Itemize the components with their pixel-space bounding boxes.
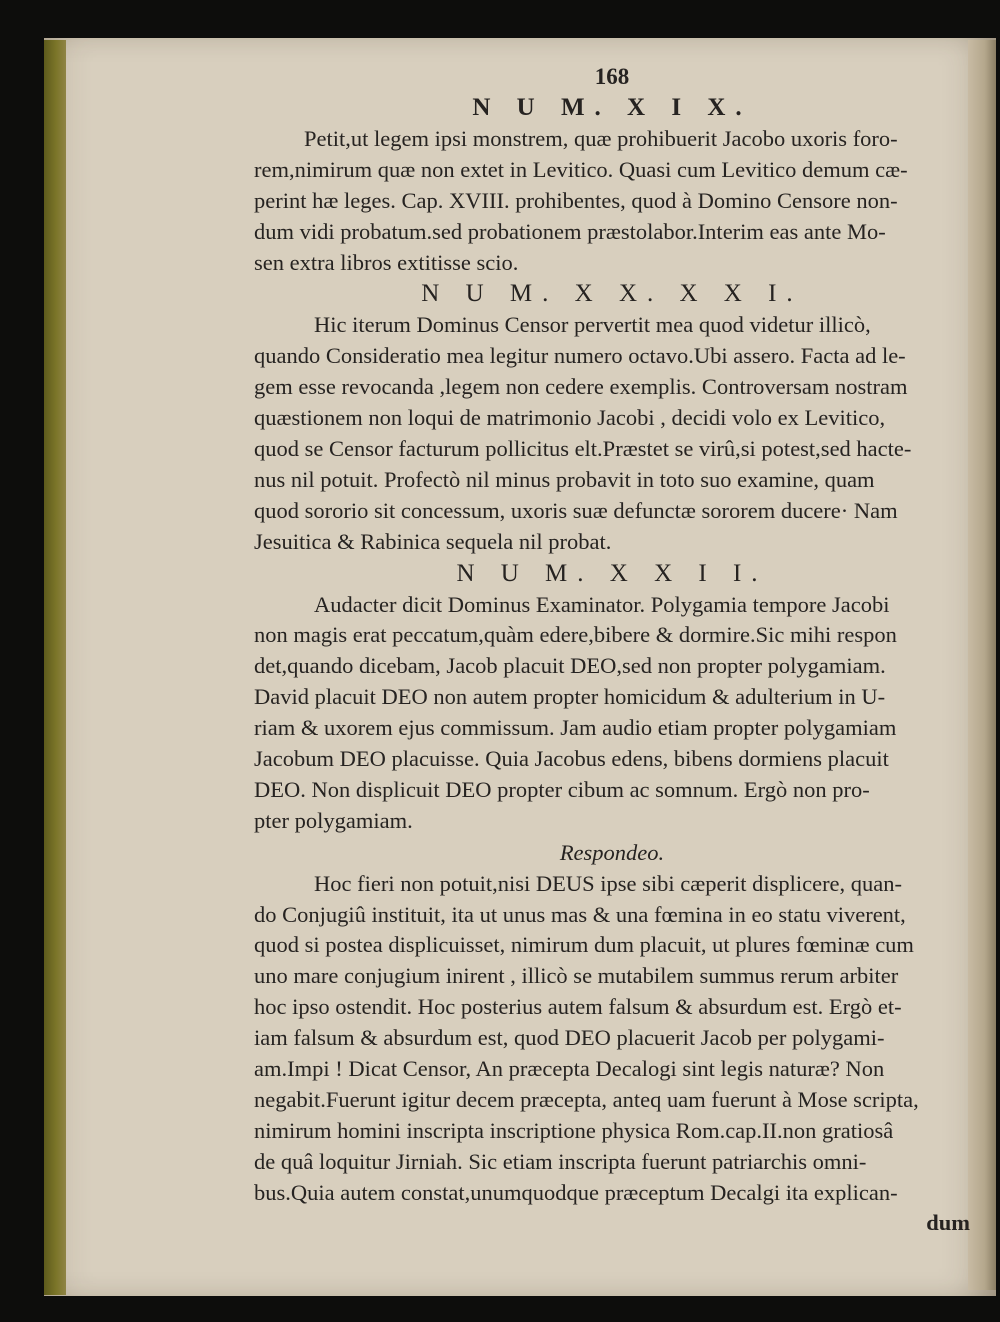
text-line: quod sororio sit concessum, uxoris suæ defunctæ sororem ducere· Nam [254, 497, 898, 523]
text-line: negabit.Fuerunt igitur decem præcepta, anteq uam fuerunt à Mose scripta, [254, 1086, 919, 1112]
text-line: sen extra libros extitisse scio. [254, 249, 519, 275]
text-line: am.Impi ! Dicat Censor, An præcepta Decalogi sint legis naturæ? Non [254, 1056, 885, 1082]
text-line: rem,nimirum quæ non extet in Levitico. Quasi cum Levitico demum cæ- [254, 156, 908, 182]
page-spine-edge [44, 40, 66, 1295]
text-line: bus.Quia autem constat,unumquodque præceptum Decalgi ita explican- [254, 1179, 898, 1205]
text-line: dum vidi probatum.sed probationem præstolabor.Interim eas ante Mo- [254, 218, 886, 244]
text-line: Audacter dicit Dominus Examinator. Polygamia tempore Jacobi [314, 591, 890, 617]
text-line: riam & uxorem ejus commissum. Jam audio etiam propter polygamiam [254, 715, 897, 741]
text-line: pter polygamiam. [254, 807, 413, 833]
text-line: nus nil potuit. Profectò nil minus probavit in toto suo examine, quam [254, 466, 875, 492]
text-line: quando Consideratio mea legitur numero octavo.Ubi assero. Facta ad le- [254, 343, 906, 369]
text-line: gem esse revocanda ,legem non cedere exemplis. Controversam nostram [254, 374, 908, 400]
text-line: nimirum homini inscripta inscriptione physica Rom.cap.II.non gratiosâ [254, 1117, 894, 1143]
text-line: Petit,ut legem ipsi monstrem, quæ prohibuerit Jacobo uxoris foro- [304, 126, 898, 151]
page-fore-edge [968, 40, 996, 1290]
text-line: quod se Censor facturum pollicitus elt.Præstet se virû,si potest,sed hacte- [254, 436, 912, 462]
text-line: det,quando dicebam, Jacob placuit DEO,sed non propter polygamiam. [254, 653, 886, 679]
section-heading: N U M. X X. X X I. [421, 280, 803, 308]
section-heading: N U M. X X I I. [456, 559, 768, 587]
text-line: Jacobum DEO placuisse. Quia Jacobus edens, bibens dormiens placuit [254, 746, 889, 772]
text-line: perint hæ leges. Cap. XVIII. prohibentes, quod à Domino Censore non- [254, 187, 898, 213]
respondeo-heading: Respondeo. [559, 839, 665, 865]
text-line: Hoc fieri non potuit,nisi DEUS ipse sibi cæperit displicere, quan- [314, 870, 903, 896]
text-line: iam falsum & absurdum est, quod DEO placuerit Jacob per polygami- [254, 1025, 885, 1051]
text-line: de quâ loquitur Jirniah. Sic etiam inscripta fuerunt patriarchis omni- [254, 1148, 867, 1174]
text-line: do Conjugiû instituit, ita ut unus mas & una fœmina in eo statu viverent, [254, 901, 906, 927]
text-line: DEO. Non displicuit DEO propter cibum ac somnum. Ergò non pro- [254, 776, 870, 802]
section-heading: N U M. X I X. [472, 94, 752, 121]
text-line: quod si postea displicuisset, nimirum dum placuit, ut plures fœminæ cum [254, 932, 914, 958]
text-line: Jesuitica & Rabinica sequela nil probat. [254, 528, 612, 554]
catchword: dum [926, 1209, 970, 1235]
text-line: non magis erat peccatum,quàm edere,bibere & dormire.Sic mihi respon [254, 622, 897, 648]
page-number: 168 [594, 64, 630, 89]
page-text [254, 62, 970, 1237]
text-line: hoc ipso ostendit. Hoc posterius autem falsum & absurdum est. Ergò et- [254, 994, 902, 1020]
text-line: David placuit DEO non autem propter homicidum & adulterium in U- [254, 684, 886, 710]
text-line: uno mare conjugium inirent , illicò se mutabilem summus rerum arbiter [254, 963, 899, 989]
text-line: quæstionem non loqui de matrimonio Jacobi , decidi volo ex Levitico, [254, 405, 886, 431]
text-line: Hic iterum Dominus Censor pervertit mea quod videtur illicò, [314, 312, 871, 338]
